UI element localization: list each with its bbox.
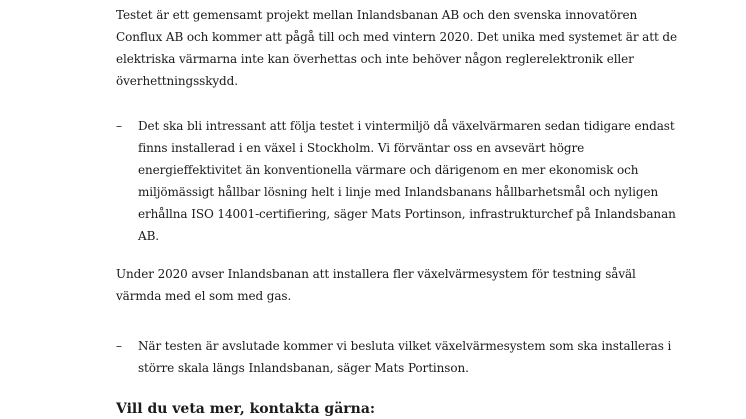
- text-line: Under 2020 avser Inlandsbanan att installera fler växelvärmesystem för testning såväl: [116, 267, 636, 281]
- plan-paragraph: [116, 263, 636, 307]
- contact-heading: Vill du veta mer, kontakta gärna:: [116, 401, 376, 417]
- text-line: energieffektivitet än konventionella värmare och därigenom en mer ekonomisk och: [138, 163, 639, 177]
- text-line: erhållna ISO 14001-certifiering, säger Mats Portinson, infrastrukturchef på Inlandsbanan: [138, 207, 676, 221]
- text-line: miljömässigt hållbar lösning helt i linje med Inlandsbanans hållbarhetsmål och nyligen: [138, 185, 659, 199]
- text-line: När testen är avslutade kommer vi besluta vilket växelvärmesystem som ska installeras i: [138, 339, 672, 353]
- text-line: AB.: [138, 229, 159, 243]
- dash-marker: –: [116, 339, 122, 353]
- text-line: Det ska bli intressant att följa testet i vintermiljö då växelvärmaren sedan tidigare endast: [138, 119, 675, 133]
- dash-marker: –: [116, 119, 122, 133]
- text-line: överhettningsskydd.: [116, 74, 238, 88]
- intro-paragraph: [116, 4, 677, 92]
- quote-text: [138, 335, 672, 379]
- quote-text: [138, 115, 676, 247]
- text-line: Testet är ett gemensamt projekt mellan Inlandsbanan AB och den svenska innovatören: [116, 8, 638, 22]
- text-line: värmda med el som med gas.: [116, 289, 292, 303]
- text-line: finns installerad i en växel i Stockholm. Vi förväntar oss en avsevärt högre: [138, 141, 585, 155]
- text-line: större skala längs Inlandsbanan, säger Mats Portinson.: [138, 361, 469, 375]
- text-line: elektriska värmarna inte kan överhettas och inte behöver någon reglerelektronik eller: [116, 52, 634, 66]
- text-line: Conflux AB och kommer att pågå till och med vintern 2020. Det unika med systemet är att de: [116, 30, 677, 44]
